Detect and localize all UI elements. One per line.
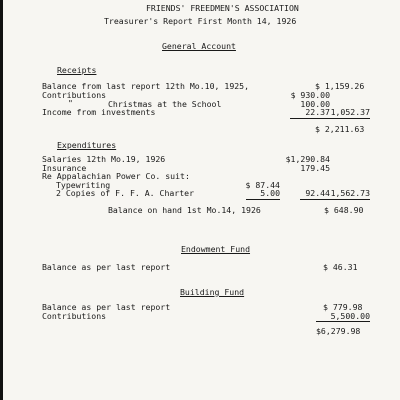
christmas-ditto-mark: " [68,98,73,108]
building-contributions-label: Contributions [42,311,107,321]
receipts-subtotal-underline [312,118,370,119]
receipts-total: $ 2,211.63 [315,124,365,134]
christmas-amount: 100.00 [300,99,330,109]
general-balance-label: Balance on hand 1st Mo.14, 1926 [108,205,261,215]
endowment-balance-label: Balance as per last report [42,262,171,272]
receipts-heading: Receipts [57,65,97,75]
building-balance-label: Balance as per last report [42,302,171,312]
endowment-heading: Endowment Fund [181,244,251,254]
receipts-balance-amount: $ 1,159.26 [315,81,365,91]
receipts-balance-label: Balance from last report 12th Mo.10, 1925, [42,81,250,91]
scan-edge-left [0,0,3,400]
insurance-amount: 179.45 [300,163,330,173]
copies-underline [246,199,280,200]
copies-label: 2 Copies of F. F. A. Charter [56,188,195,198]
appalachian-label: Re Appalachian Power Co. suit: [42,171,190,181]
suit-subtotal: 92.44 [305,188,330,198]
insurance-label: Insurance [42,163,87,173]
typewriting-label: Typewriting [56,180,111,190]
typewriting-amount: $ 87.44 [245,180,280,190]
salaries-label: Salaries 12th Mo.19, 1926 [42,154,166,164]
general-balance-amount: $ 648.90 [324,205,364,215]
investments-label: Income from investments [42,107,156,117]
document-title: FRIENDS' FREEDMEN'S ASSOCIATION [146,3,299,13]
expenditures-total-underline [314,199,370,200]
investments-amount: 22.37 [305,107,330,117]
building-contributions-amount: 5,500.00 [330,311,370,321]
contributions-label: Contributions [42,90,107,100]
building-heading: Building Fund [180,287,245,297]
salaries-amount: $1,290.84 [285,154,330,164]
christmas-label: Christmas at the School [108,99,222,109]
expenditures-heading: Expenditures [57,140,117,150]
document-subtitle: Treasurer's Report First Month 14, 1926 [104,16,297,26]
contributions-amount: $ 930.00 [290,90,330,100]
receipts-subtotal: 1,052.37 [330,107,370,117]
building-total: $6,279.98 [316,326,361,336]
general-account-heading: General Account [162,41,236,51]
endowment-balance-amount: $ 46.31 [323,262,358,272]
copies-amount: 5.00 [260,188,280,198]
expenditures-total: 1,562.73 [330,188,370,198]
building-contributions-underline [316,321,370,322]
building-balance-amount: $ 779.98 [323,302,363,312]
